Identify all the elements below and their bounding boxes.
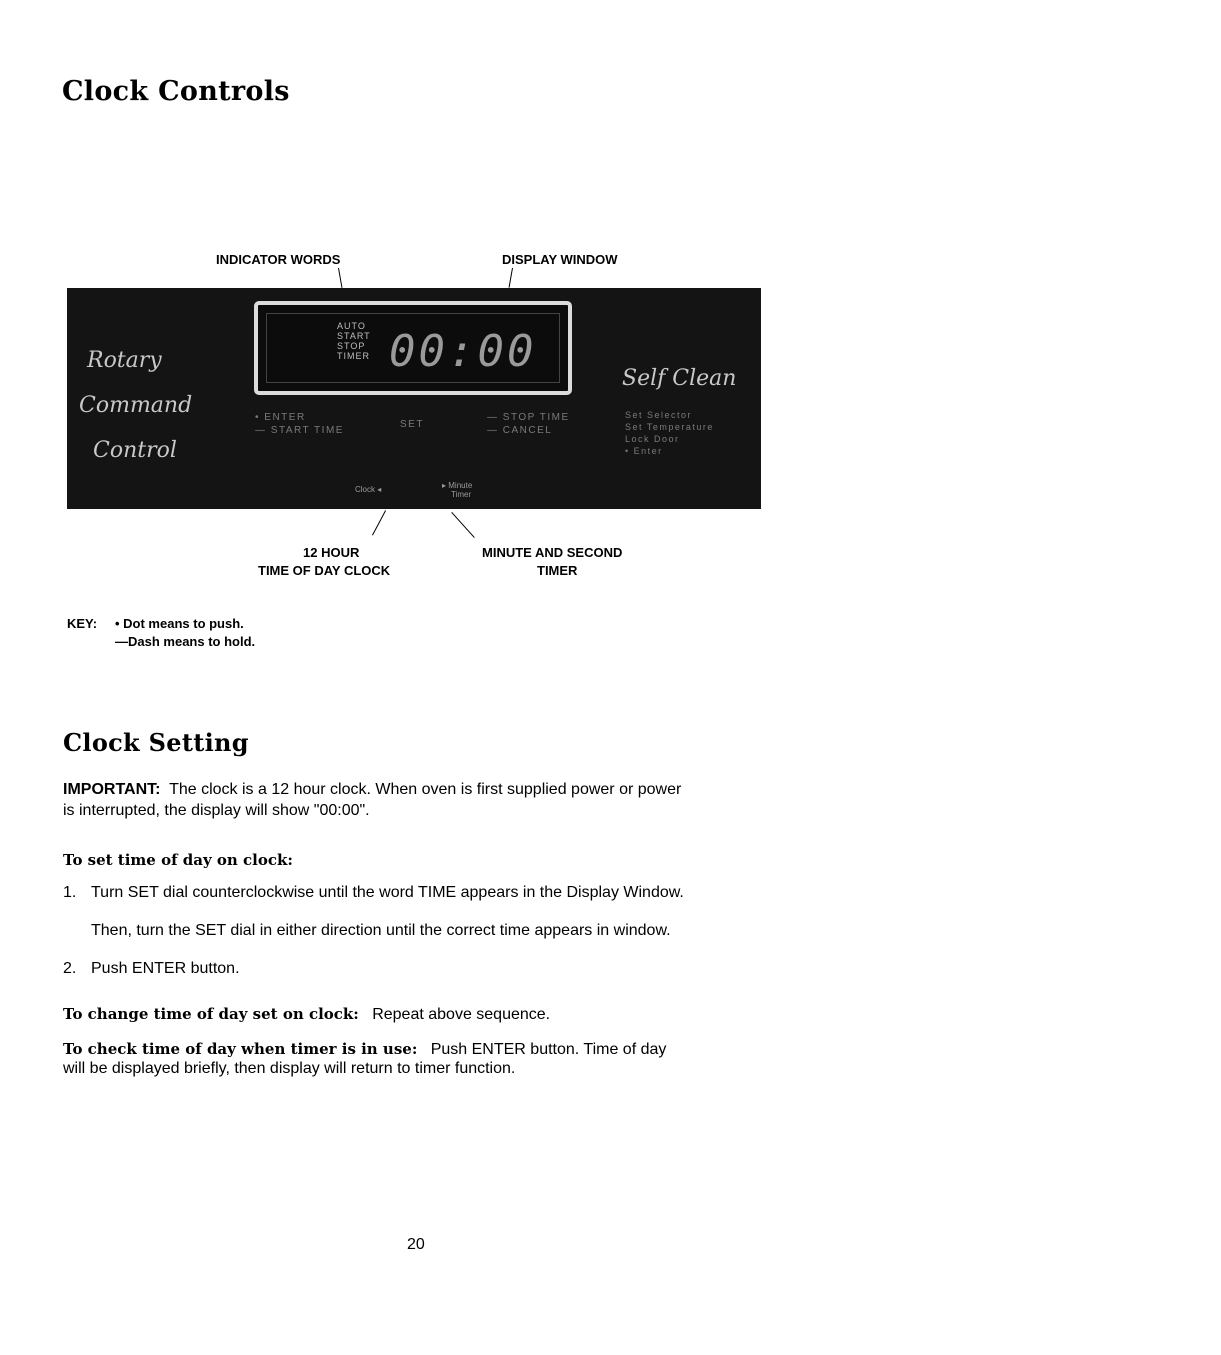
step-2-text: Push ENTER button. xyxy=(91,960,240,977)
step-2-number: 2. xyxy=(63,960,77,977)
change-time-text: Repeat above sequence. xyxy=(372,1006,551,1023)
display-window-leader-line xyxy=(509,268,513,288)
enter-button[interactable]: • ENTER xyxy=(255,412,306,423)
display-digits: 00:00 xyxy=(389,326,537,377)
indicator-words-leader-line xyxy=(338,268,342,288)
indicator-word-stop: STOP xyxy=(337,341,366,351)
clock-label-text: Clock xyxy=(355,485,376,494)
self-clean-step-3: Lock Door xyxy=(625,434,680,444)
important-label: IMPORTANT: xyxy=(63,781,161,798)
self-clean-step-4: • Enter xyxy=(625,446,663,456)
self-clean-step-1: Set Selector xyxy=(625,410,693,420)
oven-control-panel xyxy=(67,288,761,509)
check-time-text-1: Push ENTER button. Time of day xyxy=(430,1041,667,1058)
indicator-word-timer: TIMER xyxy=(337,351,370,361)
indicator-word-start: START xyxy=(337,331,371,341)
key-dash-text: —Dash means to hold. xyxy=(115,634,256,649)
check-time-heading: To check time of day when timer is in use: xyxy=(63,1040,418,1058)
important-paragraph-line2: is interrupted, the display will show "00:00". xyxy=(63,802,370,819)
key-dot-text: • Dot means to push. xyxy=(115,616,244,631)
minute-timer-button-label[interactable] xyxy=(442,481,472,499)
clock-button-label[interactable] xyxy=(355,485,381,494)
clock-arrow-icon: ◂ xyxy=(377,485,382,494)
step-1-number: 1. xyxy=(63,884,77,901)
clock-label-line2: TIME OF DAY CLOCK xyxy=(258,563,391,578)
display-window xyxy=(254,301,572,395)
display-window-label: DISPLAY WINDOW xyxy=(502,252,618,267)
step-1-then-text: Then, turn the SET dial in either direction until the correct time appears in window. xyxy=(91,922,671,939)
cancel-button[interactable]: — CANCEL xyxy=(487,425,553,436)
change-time-line xyxy=(63,1005,550,1024)
timer-label-line2: TIMER xyxy=(537,563,578,578)
panel-script-control: Control xyxy=(93,438,177,463)
check-time-line2: will be displayed briefly, then display will return to timer function. xyxy=(63,1060,516,1077)
section-title: Clock Setting xyxy=(63,728,249,757)
clock-leader-line xyxy=(372,510,386,535)
panel-script-command: Command xyxy=(79,393,193,418)
clock-label-line1: 12 HOUR xyxy=(303,545,360,560)
check-time-line1 xyxy=(63,1040,666,1059)
panel-script-rotary: Rotary xyxy=(87,348,162,373)
set-time-heading: To set time of day on clock: xyxy=(63,851,293,869)
change-time-heading: To change time of day set on clock: xyxy=(63,1005,359,1023)
timer-arrow-icon: ▸ xyxy=(442,481,449,490)
key-label: KEY: xyxy=(67,616,98,631)
display-screen xyxy=(266,313,560,383)
page-title: Clock Controls xyxy=(62,76,290,107)
important-paragraph-line1 xyxy=(63,781,681,799)
important-text-1: The clock is a 12 hour clock. When oven is first supplied power or power xyxy=(169,781,682,798)
panel-script-self-clean: Self Clean xyxy=(622,366,737,391)
page-number: 20 xyxy=(407,1236,425,1253)
set-dial-label[interactable]: SET xyxy=(400,419,424,430)
start-time-button[interactable]: — START TIME xyxy=(255,425,344,436)
timer-leader-line xyxy=(451,512,474,538)
timer-label-line1: MINUTE AND SECOND xyxy=(482,545,623,560)
minute-label-text: Minute xyxy=(448,481,473,490)
stop-time-button[interactable]: — STOP TIME xyxy=(487,412,570,423)
self-clean-step-2: Set Temperature xyxy=(625,422,714,432)
indicator-words-label: INDICATOR WORDS xyxy=(216,252,341,267)
timer-label-text: Timer xyxy=(451,490,472,499)
step-1-text: Turn SET dial counterclockwise until the word TIME appears in the Display Window. xyxy=(91,884,684,901)
indicator-word-auto: AUTO xyxy=(337,321,366,331)
